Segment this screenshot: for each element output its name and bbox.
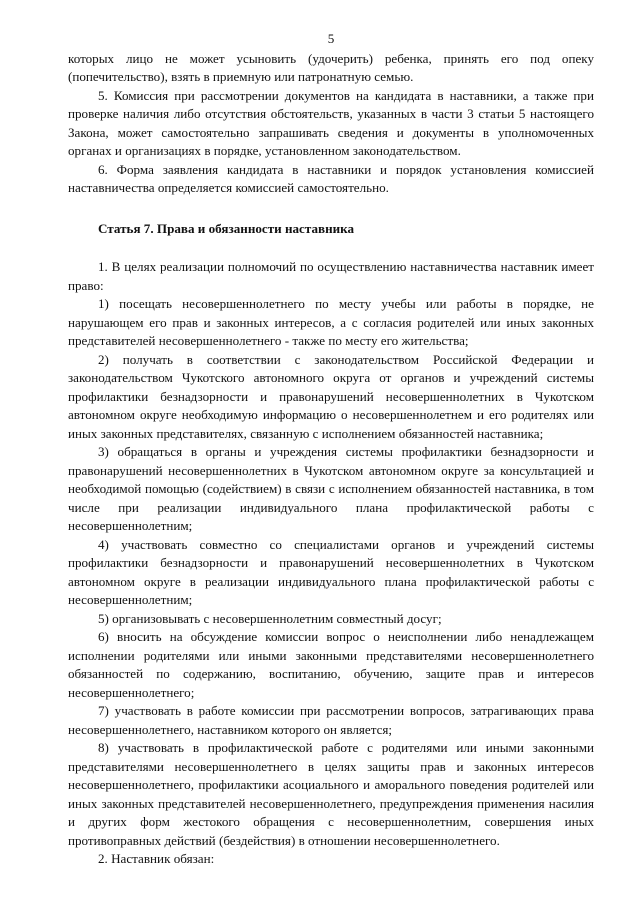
page-number: 5 [327, 31, 335, 46]
article-body [68, 258, 594, 869]
paragraph-continued: которых лицо не может усыновить (удочерить) ребенка, принять его под опеку (попечительство), взять в приемную или патронатную семью. [68, 50, 594, 84]
paragraph-right-1: 1) посещать несовершеннолетнего по месту учебы или работы в порядке, не нарушающем его прав и законных интересов, а с согласия родителей или иных законных представителей несовершеннолетнего - также по месту его жительства; [68, 296, 594, 348]
paragraph-right-2: 2) получать в соответствии с законодательством Российской Федерации и законодательством Чукотского автономного округа от органов и учреждений системы профилактики безнадзорности и правонарушений несовершеннолетних в Чукотском автономном округе необходимую информацию о несовершеннолетнем и его родителях или иных законных представителях, связанную с исполнением обязанностей наставника; [68, 351, 594, 441]
paragraph-right-5: 5) организовывать с несовершеннолетним совместный досуг; [98, 610, 442, 626]
paragraph-rights-intro: 1. В целях реализации полномочий по осуществлению наставничества наставник имеет право: [68, 259, 594, 293]
paragraph-duties-intro: 2. Наставник обязан: [98, 851, 215, 866]
article-heading: Статья 7. Права и обязанности наставника [98, 220, 355, 236]
paragraph-right-8: 8) участвовать в профилактической работе с родителями или иными законными представителями несовершеннолетнего в целях защиты прав и законных интересов несовершеннолетнего, профилактики асоциального и аморального поведения родителей или иных законных представителей несовершеннолетнего, предупреждения применения насилия и других форм жестокого обращения с несовершеннолетним, совершения иных противоправных действий (бездействия) в отношении несовершеннолетнего. [68, 740, 594, 848]
paragraph-right-4: 4) участвовать совместно со специалистами органов и учреждений системы профилактики безнадзорности и правонарушений несовершеннолетних в Чукотском автономном округе в реализации индивидуального плана профилактической работы с несовершеннолетним; [68, 536, 594, 607]
paragraph-right-6: 6) вносить на обсуждение комиссии вопрос о неисполнении либо ненадлежащем исполнении родителями или иными законными представителями несовершеннолетнего обязанностей по содержанию, воспитанию, обучению, защите прав и интересов несовершеннолетнего; [68, 629, 594, 700]
document-page [68, 30, 594, 869]
paragraph-right-7: 7) участвовать в работе комиссии при рассмотрении вопросов, затрагивающих права несовершеннолетнего, наставником которого он является; [68, 703, 594, 737]
paragraph-part-5: 5. Комиссия при рассмотрении документов на кандидата в наставники, а также при проверке наличия либо отсутствия обстоятельств, указанных в части 3 статьи 5 настоящего Закона, может самостоятельно запрашивать сведения и документы в уполномоченных органах и организациях в порядке, установленном законодательством. [68, 87, 594, 158]
paragraph-part-6: 6. Форма заявления кандидата в наставники и порядок установления комиссией наставничества определяется комиссией самостоятельно. [68, 161, 594, 195]
paragraph-right-3: 3) обращаться в органы и учреждения системы профилактики безнадзорности и правонарушений несовершеннолетних в Чукотском автономном округе за консультацией и необходимой помощью (содействием) в связи с исполнением обязанностей наставника, в том числе при реализации индивидуального плана профилактической работы с несовершеннолетним; [68, 444, 594, 533]
intro-section [68, 50, 594, 198]
